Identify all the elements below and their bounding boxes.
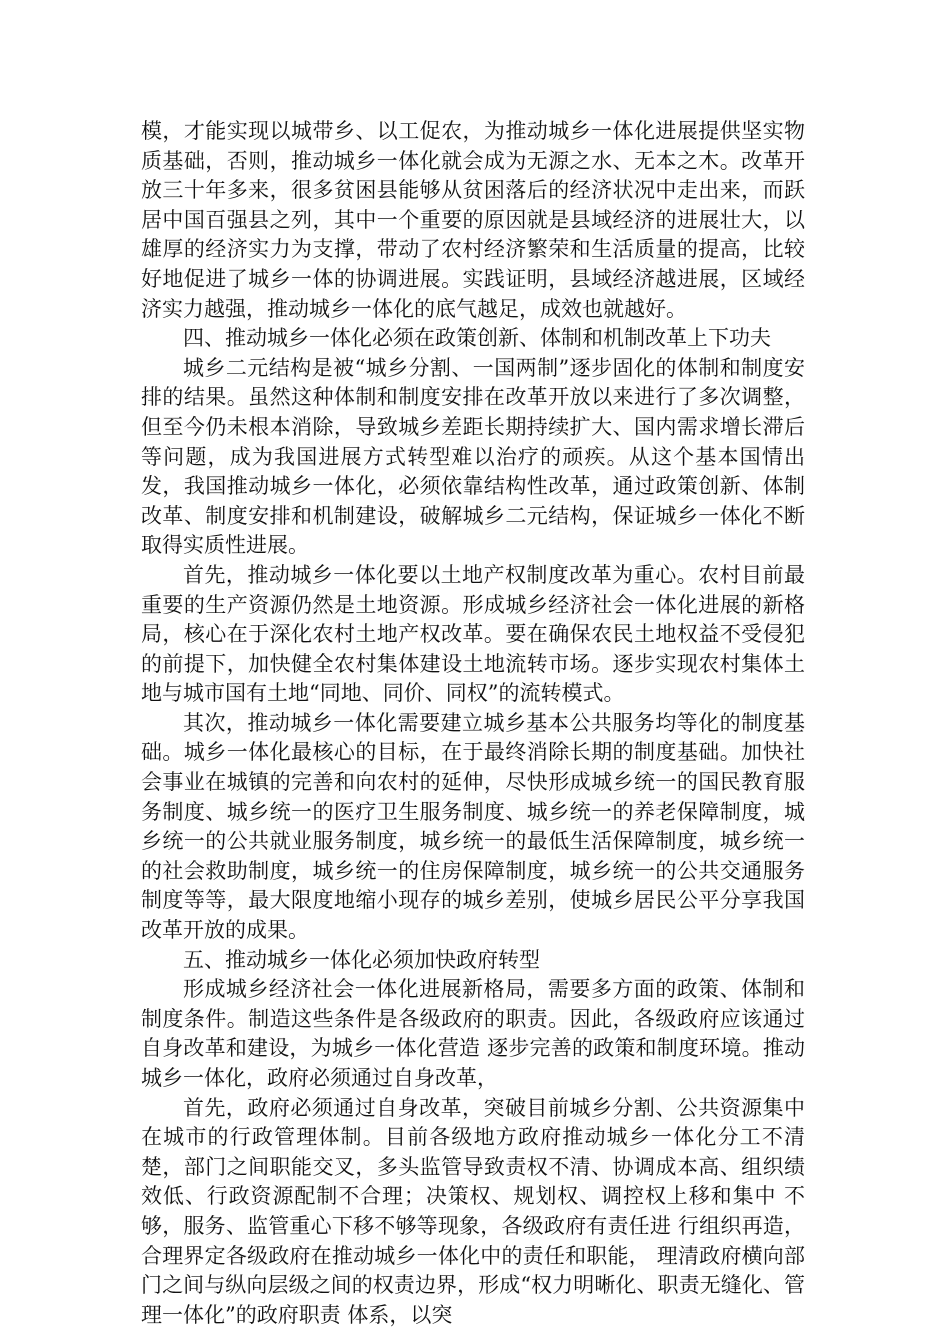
paragraph: 城乡二元结构是被“城乡分割、一国两制”逐步固化的体制和制度安排的结果。虽然这种体制和制度安排在改革开放以来进行了多次调整，但至今仍未根本消除，导致城乡差距长期持续扩大、国内需求增长滞后等问题，成为我国进展方式转型难以治疗的顽疾。从这个基本国情出发，我国推动城乡一体化，必须依靠结构性改革，通过政策创新、体制改革、制度安排和机制建设，破解城乡二元结构，保证城乡一体化不断取得实质性进展。 (141, 355, 805, 558)
paragraph: 形成城乡经济社会一体化进展新格局，需要多方面的政策、体制和制度条件。制造这些条件是各级政府的职责。因此，各级政府应该通过自身改革和建设，为城乡一体化营造 逐步完善的政策和制度环境。推动城乡一体化，政府必须通过自身改革， (141, 977, 805, 1090)
document-body (141, 117, 805, 1330)
section-heading-4: 四、推动城乡一体化必须在政策创新、体制和机制改革上下功夫 (183, 326, 771, 351)
paragraph: 其次，推动城乡一体化需要建立城乡基本公共服务均等化的制度基础。城乡一体化最核心的目标，在于最终消除长期的制度基础。加快社会事业在城镇的完善和向农村的延伸，尽快形成城乡统一的国民教育服务制度、城乡统一的医疗卫生服务制度、城乡统一的养老保障制度，城乡统一的公共就业服务制度，城乡统一的最低生活保障制度，城乡统一的社会救助制度，城乡统一的住房保障制度，城乡统一的公共交通服务制度等等，最大限度地缩小现存的城乡差别，使城乡居民公平分享我国改革开放的成果。 (141, 710, 805, 943)
paragraph: 首先，推动城乡一体化要以土地产权制度改革为重心。农村目前最重要的生产资源仍然是土地资源。形成城乡经济社会一体化进展的新格局，核心在于深化农村土地产权改革。要在确保农民土地权益不受侵犯的前提下，加快健全农村集体建设土地流转市场。逐步实现农村集体土地与城市国有土地“同地、同价、同权”的流转模式。 (141, 562, 805, 706)
paragraph-continuation: 模，才能实现以城带乡、以工促农，为推动城乡一体化进展提供坚实物质基础，否则，推动城乡一体化就会成为无源之水、无本之木。改革开放三十年多来，很多贫困县能够从贫困落后的经济状况中走出来，而跃居中国百强县之列，其中一个重要的原因就是县域经济的进展壮大，以雄厚的经济实力为支撑，带动了农村经济繁荣和生活质量的提高，比较好地促进了城乡一体的协调进展。实践证明，县域经济越进展，区域经济实力越强，推动城乡一体化的底气越足，成效也就越好。 (141, 119, 805, 321)
section-heading-5: 五、推动城乡一体化必须加快政府转型 (183, 947, 540, 972)
paragraph: 首先，政府必须通过自身改革，突破目前城乡分割、公共资源集中在城市的行政管理体制。目前各级地方政府推动城乡一体化分工不清楚，部门之间职能交叉，多头监管导致责权不清、协调成本高、组织绩效低、行政资源配制不合理；决策权、规划权、调控权上移和集中 不够，服务、监管重心下移不够等现象，各级政府有责任进 行组织再造，合理界定各级政府在推动城乡一体化中的责任和职能， 理清政府横向部门之间与纵向层级之间的权责边界，形成“权力明晰化、职责无缝化、管理一体化”的政府职责 体系，以突 (141, 1095, 805, 1327)
